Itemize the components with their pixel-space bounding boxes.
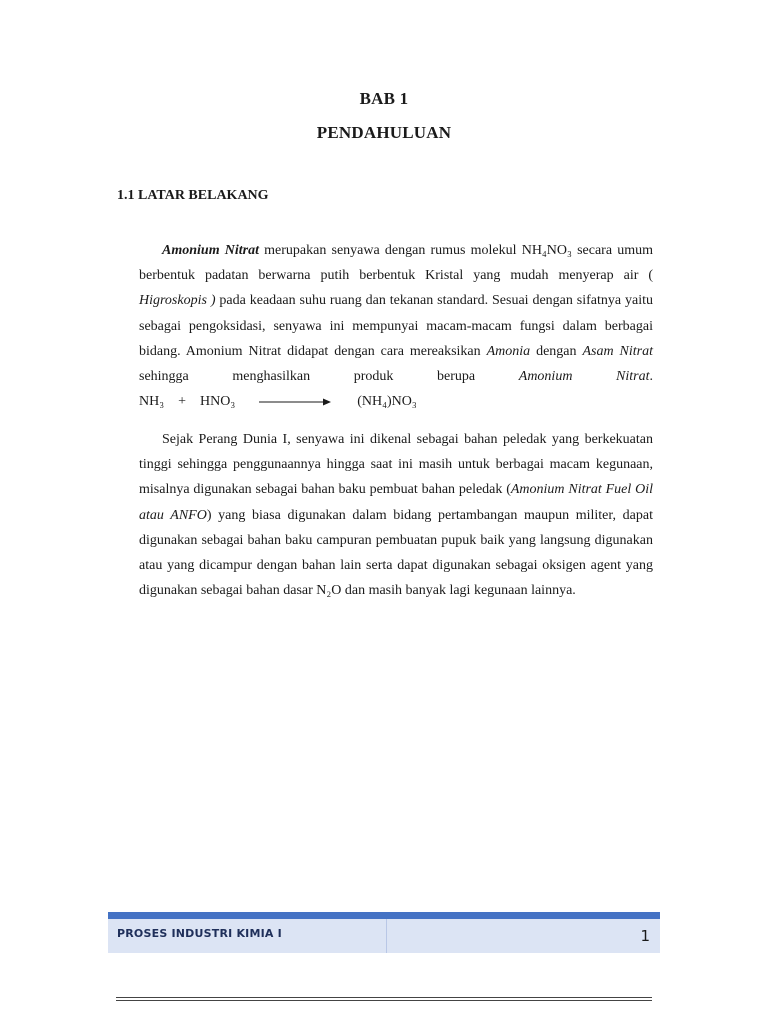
term-amonia: Amonia [486, 343, 531, 359]
text-run: pada keadaan suhu ruang dan tekanan standard. Sesuai dengan sifatnya yaitu sebagai pengoksidasi, senyawa ini mempunyai macam-macam fungsi dalam berbagai bidang. Amonium Nitrat didapat dengan cara mereaksikan [139, 293, 653, 359]
term-anfo: Amonium Nitrat Fuel Oil atau ANFO [139, 482, 653, 523]
text-run: dengan [530, 343, 583, 359]
section-heading: 1.1 LATAR BELAKANG [117, 188, 269, 203]
product-ammonium-nitrate: (NH₄)NO₃ [357, 394, 417, 410]
paragraph-history [139, 427, 653, 603]
text-run: . [649, 369, 654, 385]
plus-sign: + [178, 394, 187, 410]
chapter-title: PENDAHULUAN [316, 123, 452, 142]
reactant-nh3: NH₃ [139, 394, 165, 410]
chemical-equation [139, 389, 417, 414]
text-run: merupakan senyawa dengan rumus molekul NH₄NO₃ secara umum berbentuk padatan berwarna putih berbentuk Kristal yang mudah menyerap air ( [139, 243, 653, 284]
bottom-rule [116, 997, 652, 998]
page-number: 1 [640, 927, 650, 945]
text-run: ) yang biasa digunakan dalam bidang pertambangan maupun militer, dapat digunakan sebagai bahan baku campuran pembuatan pupuk baik yang langsung digunakan atau yang dicampur dengan bahan lain serta dapat digunakan sebagai oksigen agent yang digunakan sebagai bahan dasar N₂O dan masih banyak lagi kegunaan lainnya. [139, 507, 653, 599]
text-run: Sejak Perang Dunia I, senyawa ini dikenal sebagai bahan peledak yang berkekuatan tinggi sehingga penggunaannya hingga saat ini masih untuk berbagai macam kegunaan, misalnya digunakan sebagai bahan baku pembuat bahan peledak ( [139, 432, 653, 498]
footer-left-cell [108, 919, 387, 953]
term-asam-nitrat: Asam Nitrat [582, 343, 653, 359]
chapter-number: BAB 1 [359, 89, 409, 108]
paragraph-intro [139, 238, 653, 414]
page-footer [108, 912, 660, 953]
text-run: sehingga menghasilkan produk berupa [139, 369, 519, 385]
term-higroskopis: Higroskopis ) [139, 293, 216, 309]
footer-right-cell [387, 919, 660, 953]
reactant-hno3: HNO₃ [200, 394, 236, 410]
term-amonium-nitrat: Amonium Nitrat [162, 243, 259, 258]
term-amonium-nitrat-2: Amonium Nitrat [518, 369, 650, 385]
reaction-arrow-icon [259, 397, 331, 407]
footer-accent-bar [108, 912, 660, 919]
bottom-rule [116, 1000, 652, 1001]
footer-label: PROSES INDUSTRI KIMIA I [117, 927, 282, 940]
